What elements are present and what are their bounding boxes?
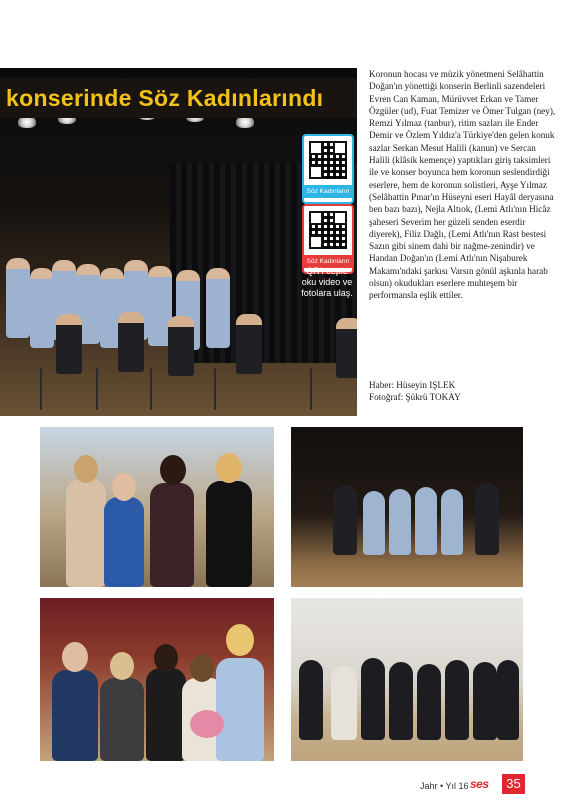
person — [333, 485, 357, 555]
issue-label: Jahr • Yıl 16 — [420, 781, 469, 791]
choir-singer — [6, 258, 30, 338]
musician — [336, 318, 357, 378]
person — [497, 660, 519, 740]
person — [206, 481, 252, 587]
person — [216, 658, 264, 761]
person — [66, 479, 106, 587]
musician — [236, 314, 262, 374]
person — [331, 666, 357, 740]
concert-photo — [0, 68, 357, 416]
person — [417, 664, 441, 740]
qr-code-video[interactable] — [302, 134, 354, 204]
person — [475, 483, 499, 555]
person — [363, 491, 385, 555]
person — [299, 660, 323, 740]
person — [52, 670, 98, 761]
qr-label: Söz Kadınların — [304, 185, 352, 198]
music-stand — [214, 368, 216, 410]
photographer-credit: Fotoğraf: Şükrü TOKAY — [369, 392, 461, 403]
choir-singer — [206, 268, 230, 348]
person — [473, 662, 497, 740]
person — [445, 660, 469, 740]
photo-guests-1 — [40, 427, 274, 587]
person — [104, 497, 144, 587]
page-number: 35 — [502, 774, 525, 794]
person — [441, 489, 463, 555]
person — [415, 487, 437, 555]
person — [100, 678, 144, 761]
person — [389, 662, 413, 740]
music-stand — [40, 368, 42, 410]
musician — [168, 316, 194, 376]
photo-guests-2 — [40, 598, 274, 761]
qr-code-photos[interactable] — [302, 204, 354, 274]
article-credits — [369, 379, 559, 404]
photo-stage-bow — [291, 427, 523, 587]
bouquet — [190, 710, 224, 738]
magazine-logo: ses — [470, 777, 489, 791]
qr-instruction: QR'ı ceple oku video ve fotolara ulaş. — [301, 266, 353, 298]
choir-singer — [30, 268, 54, 348]
person — [146, 668, 186, 761]
music-stand — [310, 368, 312, 410]
musician — [56, 314, 82, 374]
photo-group-hall — [291, 598, 523, 761]
musician — [118, 312, 144, 372]
article-title: konserinde Söz Kadınlarındı — [6, 85, 324, 111]
reporter-credit: Haber: Hüseyin IŞLEK — [369, 380, 456, 390]
article-body: Koronun hocası ve müzik yönetmeni Selâhattin Doğan'ın yönettiği konserin Berlinli sazendeleri Evren Can Kaman, Mürüvvet Erkan ve Tamer Özgüler (ud), Fuat Temizer ve Ömer Tulgan (ney), Remzi Yılmaz (tanbur), ritim sazları ile Ender Demir ve Özlem Yıldız'a Türkiye'den gelen konuk sazlar Serkan Mesut Halili (kanun) ve Sercan Halili (klâsik kemençe) yaptıkları giriş taksimleri ile ve konser boyunca hem koronun seslendirdiği eserlere, hem de koronun solistleri, Ayşe Yılmaz (Selâhattin Pınar'ın Hüseyni eseri Hayâl deryasına ben bazı bazı), Nejla Altıok, (Lemi Atlı'nın Hicâz şaheseri Severim her güzeli senden eserdir diyerek), Filiz Dağlı, (Lemi Atlı'nın Rast bestesi Sazın gibi sinem dahi bir nağme-zenindir) ve Handan Doğan'ın (Lemi Atlı'nın Nişaburek Makamı'ndaki şarkısı Varsın gönül aşkınla harab olsun) okudukları eserlere muhteşem bir performansla eşlik ettiler. — [369, 69, 556, 301]
person — [150, 483, 194, 587]
music-stand — [150, 368, 152, 410]
person — [389, 489, 411, 555]
person — [361, 658, 385, 740]
qr-label: Söz Kadınların — [304, 255, 352, 268]
music-stand — [96, 368, 98, 410]
